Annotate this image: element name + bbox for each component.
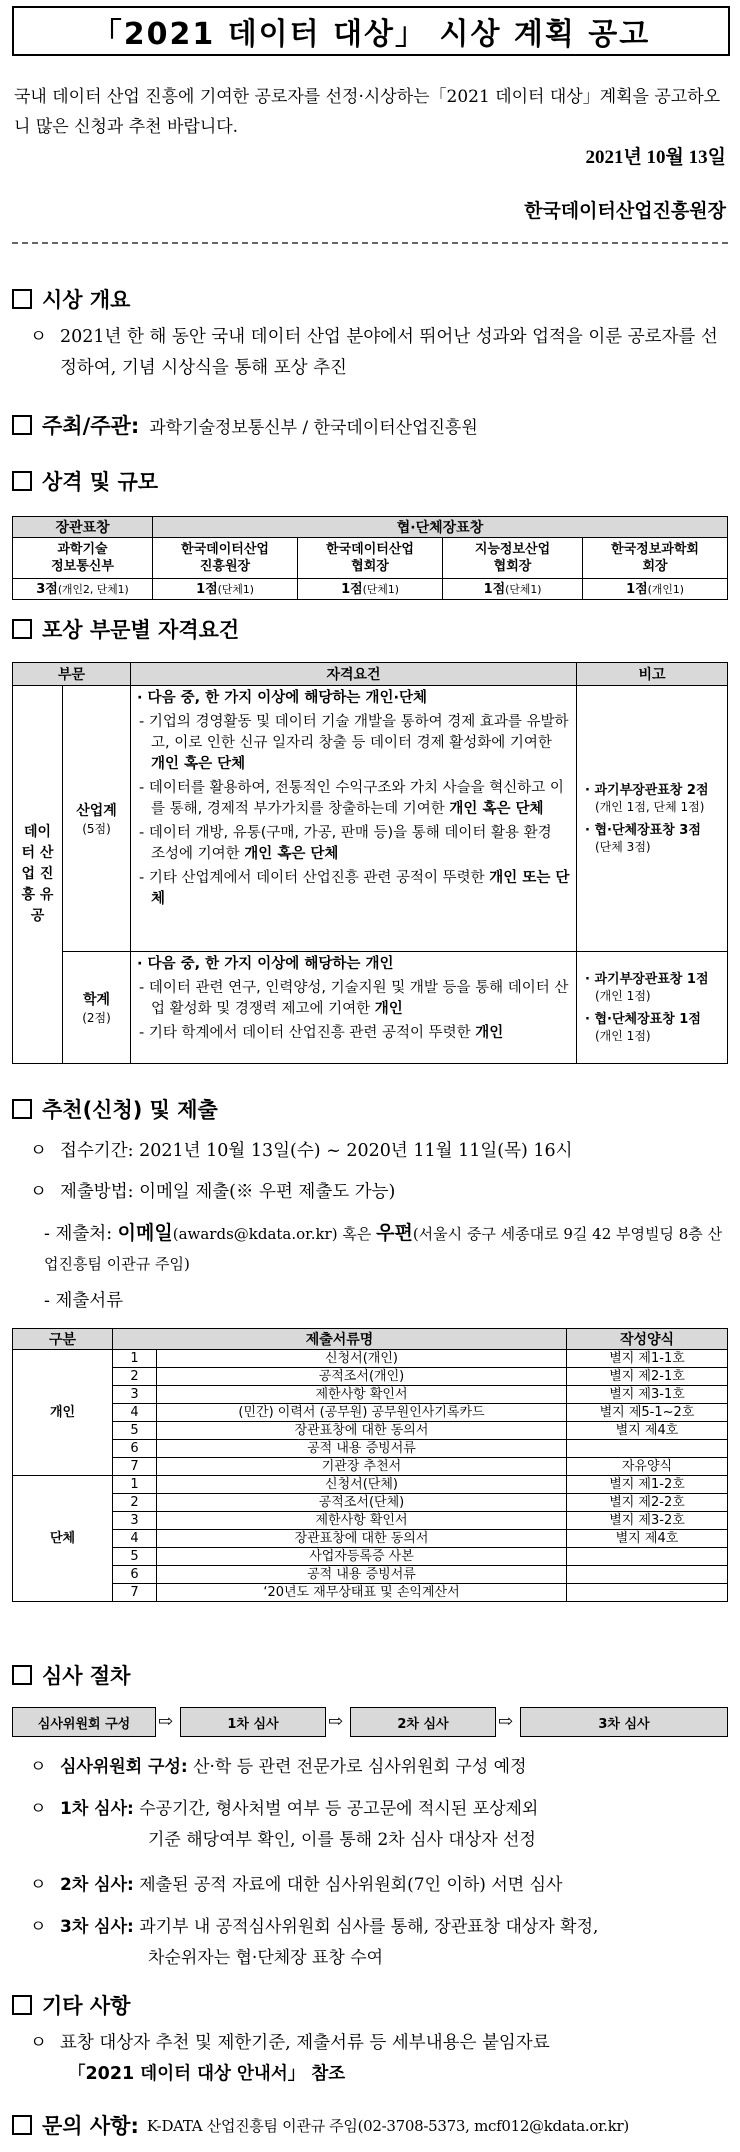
doc-form: 별지 제2-1호	[567, 1368, 728, 1386]
award-count-cell	[583, 579, 728, 600]
award-count-detail: (단체1)	[362, 582, 399, 596]
requirement-emphasis: 개인 또는 단체	[151, 870, 570, 907]
requirement-emphasis: 개인 혹은 단체	[244, 846, 339, 862]
doc-name: 공적 내용 증빙서류	[157, 1440, 567, 1458]
award-name-cell	[583, 538, 728, 579]
note-label: · 협·단체장표창 1점	[585, 1011, 701, 1027]
review-item: ㅇ 1차 심사: 수공기간, 형사처벌 여부 등 공고문에 적시된 포상제외 기준 해당여부 확인, 이를 통해 2차 심사 대상자 선정	[30, 1799, 539, 1850]
doc-name: 장관표창에 대한 동의서	[157, 1530, 567, 1548]
review-flow	[12, 1707, 728, 1737]
criteria-row-industry-requirements	[131, 686, 577, 952]
docs-group-cell: 단체	[13, 1476, 113, 1602]
note-sub: (개인 1점)	[595, 1028, 651, 1043]
award-name-line2: 회장	[642, 559, 668, 574]
doc-number: 6	[113, 1566, 157, 1584]
requirement-text: - 데이터 관련 연구, 인력양성, 기술지원 및 개발 등을 통해 데이터 산업 활성화 및 경쟁력 제고에 기여한	[139, 980, 569, 1017]
doc-form: 자유양식	[567, 1458, 728, 1476]
doc-number: 5	[113, 1548, 157, 1566]
award-name-cell	[298, 538, 443, 579]
criteria-table	[12, 662, 728, 1064]
award-name-cell	[13, 538, 153, 579]
note-item	[585, 971, 719, 1005]
doc-form: 별지 제4호	[567, 1422, 728, 1440]
doc-name: ‘20년도 재무상태표 및 손익계산서	[157, 1584, 567, 1602]
table-row	[13, 1440, 728, 1458]
award-count-cell	[443, 579, 583, 600]
requirement-text: - 기타 학계에서 데이터 산업진흥 관련 공적이 뚜렷한	[139, 1025, 476, 1041]
documents-table	[12, 1328, 728, 1602]
docs-header-group: 구분	[13, 1329, 113, 1350]
checkbox-square-icon	[12, 289, 32, 309]
doc-form	[567, 1548, 728, 1566]
page-title: 「2021 데이터 대상」 시상 계획 공고	[12, 6, 730, 56]
award-group-assoc: 협·단체장표창	[153, 517, 728, 538]
table-row	[13, 1368, 728, 1386]
award-name-line2: 정보통신부	[51, 559, 114, 574]
docs-group-cell: 개인	[13, 1350, 113, 1476]
doc-number: 7	[113, 1584, 157, 1602]
award-name-line2: 진흥원장	[199, 559, 251, 574]
award-count: 3점	[36, 581, 58, 597]
submission-period: ㅇ 접수기간: 2021년 10월 13일(수) ~ 2020년 11월 11일(목) 16시	[30, 1141, 573, 1161]
arrow-right-icon: ⇨	[328, 1711, 344, 1732]
doc-name: 장관표창에 대한 동의서	[157, 1422, 567, 1440]
checkbox-square-icon	[12, 2115, 32, 2135]
requirement-emphasis: 개인	[475, 1025, 504, 1041]
criteria-header-category: 부문	[13, 663, 131, 686]
doc-number: 6	[113, 1440, 157, 1458]
award-name-line1: 한국정보과학회	[611, 542, 699, 557]
award-count-cell	[153, 579, 298, 600]
award-count: 1점	[196, 581, 218, 597]
table-row	[13, 1476, 728, 1494]
award-name-line1: 한국데이터산업	[181, 542, 269, 557]
table-row	[13, 1458, 728, 1476]
docs-header-name: 제출서류명	[113, 1329, 567, 1350]
criteria-row-academia-name: 학계 (2점)	[63, 952, 131, 1064]
note-item	[585, 1011, 719, 1045]
table-row	[13, 1404, 728, 1422]
doc-number: 5	[113, 1422, 157, 1440]
flow-step-third: 3차 심사	[520, 1707, 728, 1737]
requirement-text: - 기타 산업계에서 데이터 산업진흥 관련 공적이 뚜렷한	[139, 870, 490, 886]
requirement-emphasis: 개인 혹은 단체	[151, 756, 246, 772]
doc-name: 신청서(개인)	[157, 1350, 567, 1368]
divider	[12, 242, 728, 244]
doc-name: 공적조서(개인)	[157, 1368, 567, 1386]
doc-number: 2	[113, 1368, 157, 1386]
requirement-item	[137, 712, 570, 775]
intro-text: 국내 데이터 산업 진흥에 기여한 공로자를 선정·시상하는「2021 데이터 대상」계획을 공고하오니 많은 신청과 추천 바랍니다.	[14, 87, 721, 137]
table-row	[13, 1548, 728, 1566]
award-name-cell	[443, 538, 583, 579]
award-name-line1: 지능정보산업	[474, 542, 551, 557]
section-host: 주최/주관: 과학기술정보통신부 / 한국데이터산업진흥원	[12, 410, 478, 440]
review-item: ㅇ 2차 심사: 제출된 공적 자료에 대한 심사위원회(7인 이하) 서면 심사	[30, 1875, 563, 1895]
award-count-cell	[298, 579, 443, 600]
table-row	[13, 1584, 728, 1602]
section-awards-heading: 상격 및 규모	[12, 466, 158, 496]
section-contact: 문의 사항: K-DATA 산업진흥팀 이관규 주임(02-3708-5373, mcf012@kdata.or.kr)	[12, 2110, 629, 2140]
criteria-row-academia-note	[577, 952, 728, 1064]
note-label: · 협·단체장표창 3점	[585, 822, 701, 838]
award-count: 1점	[626, 581, 648, 597]
table-row	[13, 1350, 728, 1368]
doc-form: 별지 제5-1~2호	[567, 1404, 728, 1422]
doc-name: 공적 내용 증빙서류	[157, 1566, 567, 1584]
doc-name: 기관장 추천서	[157, 1458, 567, 1476]
note-sub: (개인 1점, 단체 1점)	[595, 799, 705, 814]
doc-number: 1	[113, 1350, 157, 1368]
doc-form: 별지 제2-2호	[567, 1494, 728, 1512]
doc-number: 3	[113, 1386, 157, 1404]
note-item	[585, 782, 719, 816]
checkbox-square-icon	[12, 415, 32, 435]
doc-form: 별지 제1-2호	[567, 1476, 728, 1494]
requirement-item	[137, 978, 570, 1020]
flow-step-committee: 심사위원회 구성	[12, 1707, 156, 1737]
announcement-date: 2021년 10월 13일	[585, 147, 726, 168]
checkbox-square-icon	[12, 471, 32, 491]
section-overview-heading: 시상 개요	[12, 284, 130, 314]
doc-name: 공적조서(단체)	[157, 1494, 567, 1512]
checkbox-square-icon	[12, 619, 32, 639]
requirement-item	[137, 823, 570, 865]
doc-form	[567, 1584, 728, 1602]
section-submission-heading: 추천(신청) 및 제출	[12, 1094, 218, 1124]
award-name-cell	[153, 538, 298, 579]
table-row	[13, 1494, 728, 1512]
doc-number: 4	[113, 1404, 157, 1422]
submission-method: ㅇ 제출방법: 이메일 제출(※ 우편 제출도 가능)	[30, 1182, 396, 1202]
checkbox-square-icon	[12, 1995, 32, 2015]
doc-number: 2	[113, 1494, 157, 1512]
table-row	[13, 1566, 728, 1584]
criteria-category: 데이터 산업 진흥 유공	[13, 686, 63, 1064]
award-name-line2: 협회장	[351, 559, 389, 574]
note-label: · 과기부장관표창 1점	[585, 971, 709, 987]
doc-form: 별지 제3-2호	[567, 1512, 728, 1530]
criteria-row-industry-note	[577, 686, 728, 952]
table-row	[13, 1422, 728, 1440]
note-sub: (단체 3점)	[595, 839, 651, 854]
doc-name: (민간) 이력서 (공무원) 공무원인사기록카드	[157, 1404, 567, 1422]
doc-name: 제한사항 확인서	[157, 1386, 567, 1404]
criteria-row-industry-name: 산업계 (5점)	[63, 686, 131, 952]
checkbox-square-icon	[12, 1099, 32, 1119]
requirement-item	[137, 778, 570, 820]
submission-destination: - 제출처: 이메일(awards@kdata.or.kr) 혹은 우편(서울시 중구 세종대로 9길 42 부영빌딩 8층 산업진흥팀 이관규 주임)	[44, 1222, 723, 1273]
award-name-line1: 과학기술	[57, 542, 108, 557]
doc-name: 제한사항 확인서	[157, 1512, 567, 1530]
section-review-heading: 심사 절차	[12, 1660, 130, 1690]
award-count-cell	[13, 579, 153, 600]
requirement-text: - 데이터 개방, 유통(구매, 가공, 판매 등)을 통해 데이터 활용 환경 조성에 기여한	[139, 825, 552, 862]
overview-text: ㅇ 2021년 한 해 동안 국내 데이터 산업 분야에서 뛰어난 성과와 업적을 이룬 공로자를 선정하여, 기념 시상식을 통해 포상 추진	[30, 322, 730, 384]
note-item	[585, 822, 719, 856]
doc-number: 1	[113, 1476, 157, 1494]
award-count-detail: (단체1)	[505, 582, 542, 596]
review-item: ㅇ 심사위원회 구성: 산·학 등 관련 전문가로 심사위원회 구성 예정	[30, 1757, 527, 1777]
award-count-detail: (단체1)	[217, 582, 254, 596]
flow-step-second: 2차 심사	[350, 1707, 496, 1737]
award-table	[12, 516, 728, 600]
submission-docs-label: - 제출서류	[44, 1291, 124, 1311]
note-label: · 과기부장관표창 2점	[585, 782, 709, 798]
requirement-text: - 기업의 경영활동 및 데이터 기술 개발을 통하여 경제 효과를 유발하고, 이로 인한 신규 일자리 창출 등 데이터 경제 활성화에 기여한	[139, 714, 569, 751]
docs-header-form: 작성양식	[567, 1329, 728, 1350]
note-sub: (개인 1점)	[595, 988, 651, 1003]
flow-step-first: 1차 심사	[180, 1707, 326, 1737]
doc-form: 별지 제3-1호	[567, 1386, 728, 1404]
table-row	[13, 1386, 728, 1404]
doc-form: 별지 제1-1호	[567, 1350, 728, 1368]
arrow-right-icon: ⇨	[498, 1711, 514, 1732]
bullet: ㅇ	[30, 327, 47, 347]
doc-form	[567, 1566, 728, 1584]
criteria-header-requirement: 자격요건	[131, 663, 577, 686]
criteria-header-note: 비고	[577, 663, 728, 686]
doc-name: 사업자등록증 사본	[157, 1548, 567, 1566]
award-name-line1: 한국데이터산업	[326, 542, 414, 557]
award-count-detail: (개인1)	[647, 582, 684, 596]
doc-number: 4	[113, 1530, 157, 1548]
award-group-minister: 장관표창	[13, 517, 153, 538]
award-name-line2: 협회장	[493, 559, 532, 574]
signature: 한국데이터산업진흥원장	[524, 200, 726, 222]
requirement-heading: · 다음 중, 한 가지 이상에 해당하는 개인·단체	[137, 690, 427, 706]
table-row	[13, 1512, 728, 1530]
checkbox-square-icon	[12, 1665, 32, 1685]
review-item: ㅇ 3차 심사: 과기부 내 공적심사위원회 심사를 통해, 장관표창 대상자 확정, 차순위자는 협·단체장 표창 수여	[30, 1917, 599, 1968]
section-criteria-heading: 포상 부문별 자격요건	[12, 614, 239, 644]
doc-number: 3	[113, 1512, 157, 1530]
doc-name: 신청서(단체)	[157, 1476, 567, 1494]
requirement-item	[137, 1023, 570, 1044]
award-count: 1점	[341, 581, 363, 597]
doc-form: 별지 제4호	[567, 1530, 728, 1548]
award-count-detail: (개인2, 단체1)	[57, 582, 129, 596]
requirement-emphasis: 개인 혹은 단체	[449, 801, 544, 817]
arrow-right-icon: ⇨	[158, 1711, 174, 1732]
requirement-emphasis: 개인	[374, 1001, 403, 1017]
doc-number: 7	[113, 1458, 157, 1476]
award-count: 1점	[483, 581, 506, 597]
requirement-heading: · 다음 중, 한 가지 이상에 해당하는 개인	[137, 956, 394, 972]
section-etc-heading: 기타 사항	[12, 1990, 130, 2020]
doc-form	[567, 1440, 728, 1458]
table-row	[13, 1530, 728, 1548]
requirement-item	[137, 868, 570, 910]
etc-text: ㅇ 표창 대상자 추천 및 제한기준, 제출서류 등 세부내용은 붙임자료 「2021 데이터 대상 안내서」 참조	[30, 2033, 550, 2084]
criteria-row-academia-requirements	[131, 952, 577, 1064]
requirement-text: - 데이터를 활용하여, 전통적인 수익구조와 가치 사슬을 혁신하고 이를 통해, 경제적 부가가치를 창출하는데 기여한	[139, 780, 564, 817]
